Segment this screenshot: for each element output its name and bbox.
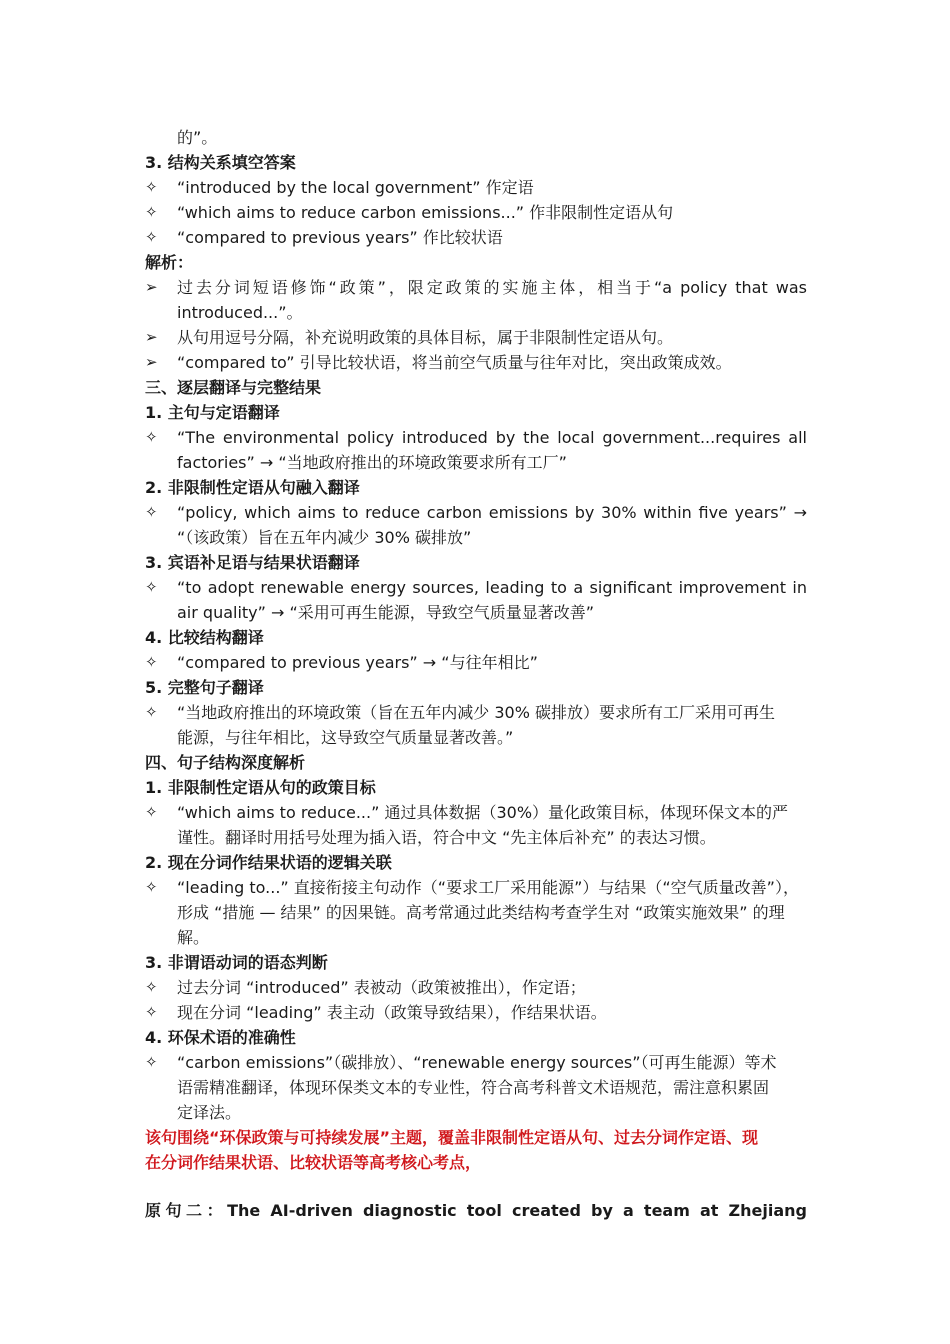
diamond-bullet-icon: ✧ [145,653,158,671]
section-heading: 4. 环保术语的准确性 [145,1028,296,1047]
list-item: “to adopt renewable energy sources, leading to a significant improvement in [177,578,807,597]
list-item: “compared to previous years” → “与往年相比” [177,653,538,672]
list-item-continuation: 形成 “措施 — 结果” 的因果链。高考常通过此类结构考查学生对 “政策实施效果” 的理 [177,903,785,922]
summary-highlight: 在分词作结果状语、比较状语等高考核心考点， [145,1153,482,1172]
list-item: “policy, which aims to reduce carbon emissions by 30% within five years” → [177,503,807,522]
list-item-continuation: air quality” → “采用可再生能源，导致空气质量显著改善” [177,603,595,622]
section-heading: 3. 宾语补足语与结果状语翻译 [145,553,360,572]
section-heading: 解析： [145,253,194,272]
list-item: “introduced by the local government” 作定语 [177,178,534,197]
section-heading: 四、句子结构深度解析 [145,753,306,772]
text-line: 的”。 [177,128,218,147]
diamond-bullet-icon: ✧ [145,1003,158,1021]
list-item-continuation: factories” → “当地政府推出的环境政策要求所有工厂” [177,453,567,472]
list-item-continuation: “（该政策）旨在五年内减少 30% 碳排放” [177,528,472,547]
list-item: 从句用逗号分隔，补充说明政策的具体目标，属于非限制性定语从句。 [177,328,674,347]
diamond-bullet-icon: ✧ [145,703,158,721]
section-heading: 5. 完整句子翻译 [145,678,264,697]
list-item: 过去分词短语修饰“政策”，限定政策的实施主体，相当于“a policy that was [177,278,807,297]
diamond-bullet-icon: ✧ [145,1053,158,1071]
arrow-bullet-icon: ➢ [145,278,158,296]
section-heading: 3. 结构关系填空答案 [145,153,296,172]
diamond-bullet-icon: ✧ [145,503,158,521]
list-item-continuation: 语需精准翻译，体现环保类文本的专业性，符合高考科普文术语规范，需注意积累固 [177,1078,770,1097]
diamond-bullet-icon: ✧ [145,803,158,821]
list-item: “compared to previous years” 作比较状语 [177,228,503,247]
section-heading: 三、逐层翻译与完整结果 [145,378,322,397]
list-item-continuation: introduced...”。 [177,303,303,322]
section-heading: 1. 非限制性定语从句的政策目标 [145,778,376,797]
summary-highlight: 该句围绕“环保政策与可持续发展”主题，覆盖非限制性定语从句、过去分词作定语、现 [145,1128,759,1147]
list-item-continuation: 定译法。 [177,1103,242,1122]
section-heading: 4. 比较结构翻译 [145,628,264,647]
diamond-bullet-icon: ✧ [145,178,158,196]
original-sentence-heading: 原句二：The AI-driven diagnostic tool created by a team at Zhejiang [145,1201,807,1220]
diamond-bullet-icon: ✧ [145,878,158,896]
list-item-continuation: 能源，与往年相比，这导致空气质量显著改善。” [177,728,514,747]
list-item-continuation: 解。 [177,928,210,947]
diamond-bullet-icon: ✧ [145,428,158,446]
diamond-bullet-icon: ✧ [145,203,158,221]
section-heading: 1. 主句与定语翻译 [145,403,280,422]
list-item: 现在分词 “leading” 表主动（政策导致结果），作结果状语。 [177,1003,607,1022]
list-item: “The environmental policy introduced by the local government...requires all [177,428,807,447]
list-item: 过去分词 “introduced” 表被动（政策被推出），作定语； [177,978,586,997]
diamond-bullet-icon: ✧ [145,578,158,596]
diamond-bullet-icon: ✧ [145,978,158,996]
list-item: “carbon emissions”（碳排放）、“renewable energy sources”（可再生能源）等术 [177,1053,777,1072]
section-heading: 2. 非限制性定语从句融入翻译 [145,478,360,497]
list-item-continuation: 谨性。翻译时用括号处理为插入语，符合中文 “先主体后补充” 的表达习惯。 [177,828,716,847]
section-heading: 2. 现在分词作结果状语的逻辑关联 [145,853,392,872]
list-item: “which aims to reduce carbon emissions...” 作非限制性定语从句 [177,203,674,222]
section-heading: 3. 非谓语动词的语态判断 [145,953,328,972]
list-item: “leading to...” 直接衔接主句动作（“要求工厂采用能源”）与结果（“空气质量改善”）， [177,878,799,897]
arrow-bullet-icon: ➢ [145,353,158,371]
list-item: “当地政府推出的环境政策（旨在五年内减少 30% 碳排放）要求所有工厂采用可再生 [177,703,776,722]
arrow-bullet-icon: ➢ [145,328,158,346]
diamond-bullet-icon: ✧ [145,228,158,246]
list-item: “which aims to reduce...” 通过具体数据（30%）量化政策目标，体现环保文本的严 [177,803,789,822]
list-item: “compared to” 引导比较状语，将当前空气质量与往年对比，突出政策成效。 [177,353,732,372]
